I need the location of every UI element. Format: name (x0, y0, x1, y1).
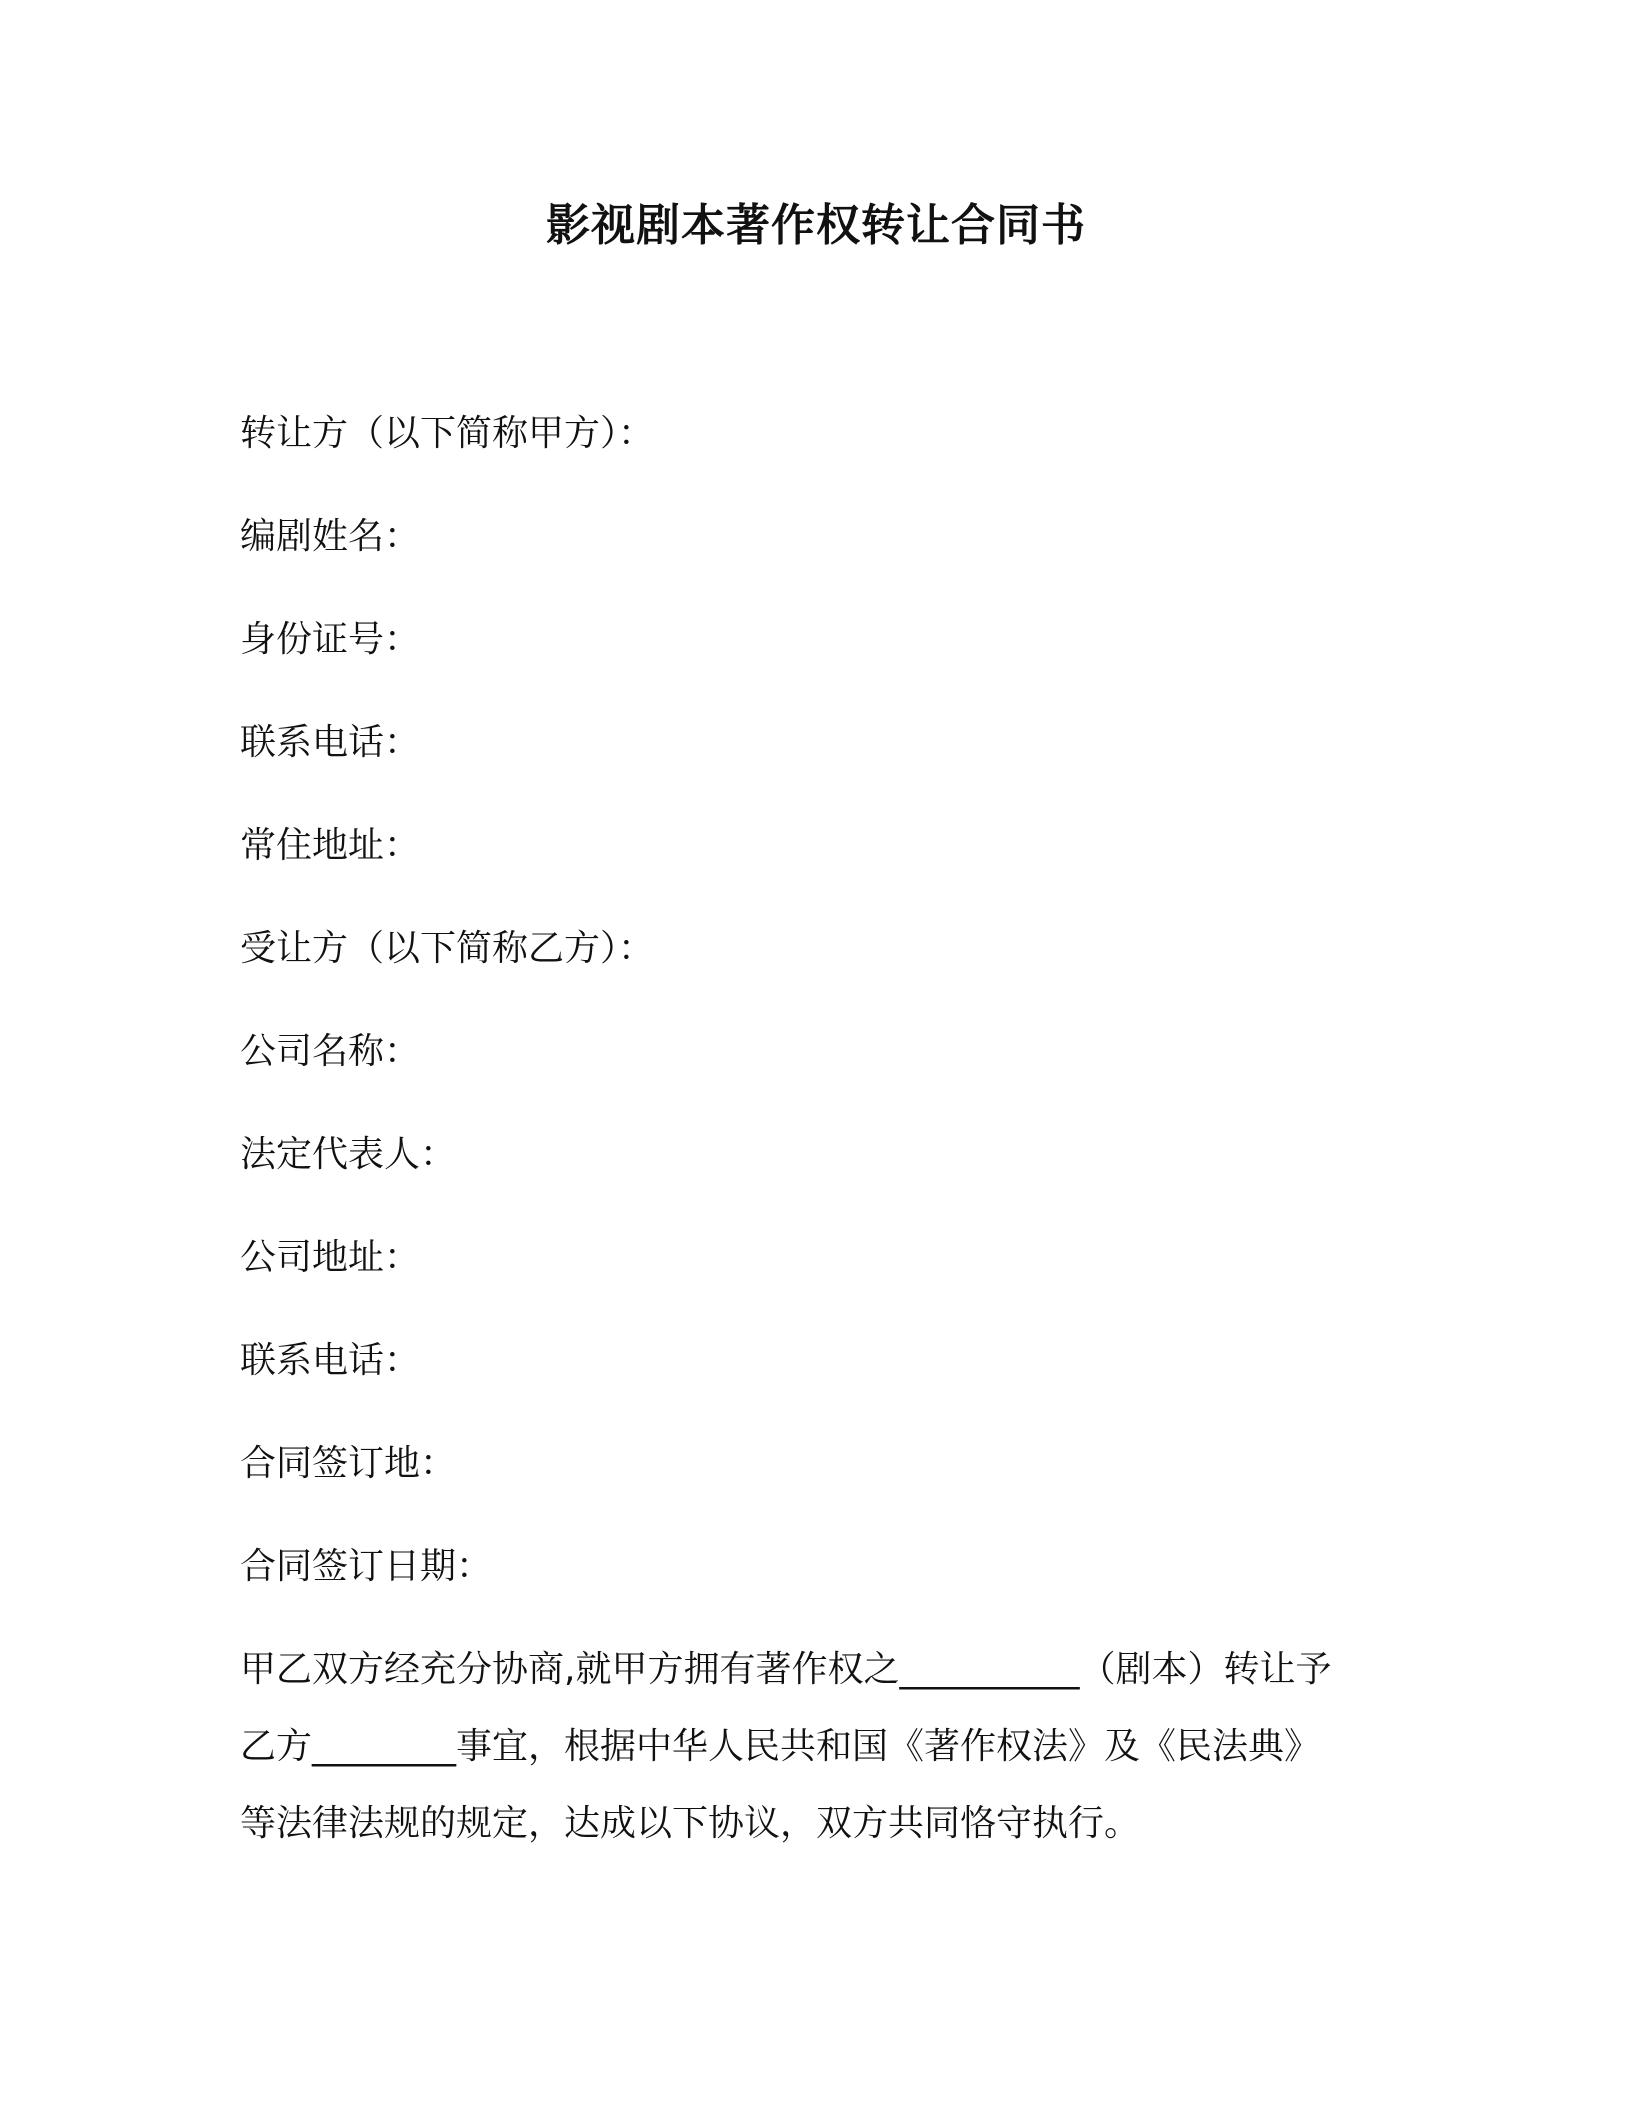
field-company-name: 公司名称： (240, 1031, 421, 1072)
field-phone-a: 联系电话： (240, 722, 421, 763)
paragraph-line-3: 等法律法规的规定，达成以下协议，双方共同恪守执行。 (240, 1803, 1141, 1844)
document-title: 影视剧本著作权转让合同书 (546, 200, 1086, 251)
field-phone-b: 联系电话： (240, 1340, 421, 1381)
field-signing-date: 合同签订日期： (240, 1546, 493, 1587)
field-legal-representative: 法定代表人： (240, 1134, 457, 1175)
field-id-number: 身份证号： (240, 619, 421, 660)
field-signing-place: 合同签订地： (240, 1443, 457, 1484)
field-transferee-heading: 受让方（以下简称乙方）： (240, 928, 655, 969)
paragraph-line-1: 甲乙双方经充分协商,就甲方拥有著作权之__________（剧本）转让予 (240, 1649, 1332, 1690)
paragraph-line-2: 乙方________事宜，根据中华人民共和国《著作权法》及《民法典》 (240, 1726, 1321, 1767)
field-transferor-heading: 转让方（以下简称甲方）： (240, 413, 655, 454)
field-home-address: 常住地址： (240, 825, 421, 866)
field-company-address: 公司地址： (240, 1237, 421, 1278)
field-writer-name: 编剧姓名： (240, 516, 421, 557)
